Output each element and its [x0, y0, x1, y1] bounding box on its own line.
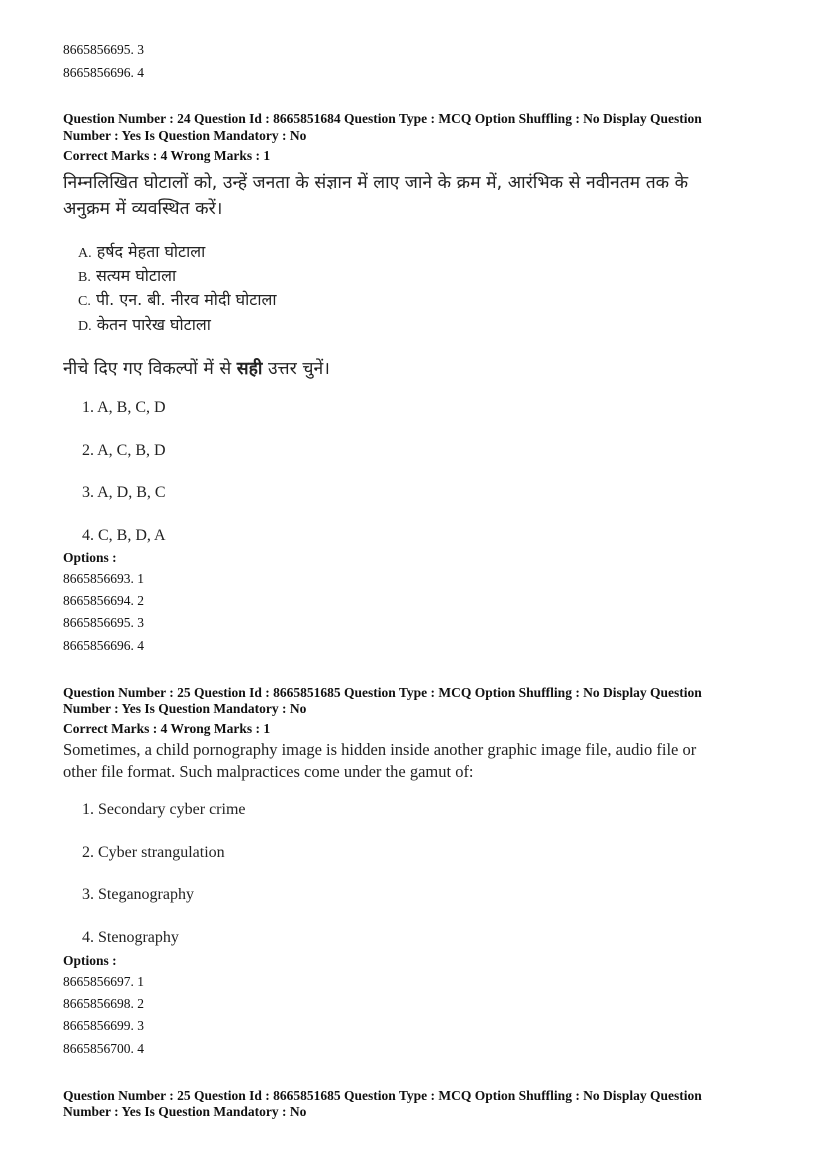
option-id-line: 8665856696. 4: [63, 65, 144, 80]
answer-choice: 1. Secondary cyber crime: [82, 801, 246, 818]
question-meta-line: Number : Yes Is Question Mandatory : No: [63, 1104, 307, 1119]
question-stem-line: अनुक्रम में व्यवस्थित करें।: [63, 199, 223, 219]
question-stem-line: other file format. Such malpractices come under the gamut of:: [63, 762, 474, 781]
question-marks: Correct Marks : 4 Wrong Marks : 1: [63, 148, 271, 163]
question-meta-line: Question Number : 25 Question Id : 8665851685 Question Type : MCQ Option Shuffling : No Display Question: [63, 1088, 702, 1103]
answer-choice: 3. Steganography: [82, 886, 194, 903]
question-stem-line: Sometimes, a child pornography image is hidden inside another graphic image file, audio file or: [63, 740, 697, 759]
list-item: [78, 288, 276, 310]
answer-choice: 3. A, D, B, C: [82, 484, 166, 501]
instruction-text: उत्तर चुनें।: [262, 359, 330, 379]
answer-choice: 4. Stenography: [82, 929, 179, 946]
option-id-line: 8665856695. 3: [63, 615, 144, 630]
answer-choice: 2. A, C, B, D: [82, 442, 166, 459]
question-instruction: [63, 356, 330, 380]
options-label: Options :: [63, 953, 117, 968]
item-letter: A.: [78, 246, 92, 261]
option-id-line: 8665856699. 3: [63, 1018, 144, 1033]
item-letter: D.: [78, 319, 92, 334]
question-stem-line: निम्नलिखित घोटालों को, उन्हें जनता के संज्ञान में लाए जाने के क्रम में, आरंभिक से नवीनतम तक के: [63, 173, 689, 193]
option-id-line: 8665856695. 3: [63, 42, 144, 57]
question-meta-line: Question Number : 24 Question Id : 8665851684 Question Type : MCQ Option Shuffling : No Display Question: [63, 111, 702, 126]
option-id-line: 8665856698. 2: [63, 996, 144, 1011]
list-item: [78, 240, 205, 262]
option-id-line: 8665856694. 2: [63, 593, 144, 608]
answer-choice: 4. C, B, D, A: [82, 527, 166, 544]
answer-choice: 2. Cyber strangulation: [82, 844, 225, 861]
option-id-line: 8665856693. 1: [63, 571, 144, 586]
instruction-emphasis: सही: [236, 359, 263, 379]
option-id-line: 8665856696. 4: [63, 638, 144, 653]
item-text: पी. एन. बी. नीरव मोदी घोटाला: [95, 290, 277, 309]
list-item: [78, 264, 176, 286]
options-label: Options :: [63, 550, 117, 565]
question-meta-line: Number : Yes Is Question Mandatory : No: [63, 128, 307, 143]
option-id-line: 8665856700. 4: [63, 1041, 144, 1056]
item-text: केतन पारेख घोटाला: [96, 315, 211, 334]
item-letter: B.: [78, 270, 91, 285]
question-meta-line: Question Number : 25 Question Id : 8665851685 Question Type : MCQ Option Shuffling : No Display Question: [63, 685, 702, 700]
instruction-text: नीचे दिए गए विकल्पों में से: [63, 359, 237, 379]
item-text: हर्षद मेहता घोटाला: [96, 242, 206, 261]
question-meta-line: Number : Yes Is Question Mandatory : No: [63, 701, 307, 716]
answer-choice: 1. A, B, C, D: [82, 399, 166, 416]
item-text: सत्यम घोटाला: [95, 266, 177, 285]
item-letter: C.: [78, 294, 91, 309]
list-item: [78, 313, 211, 335]
option-id-line: 8665856697. 1: [63, 974, 144, 989]
question-marks: Correct Marks : 4 Wrong Marks : 1: [63, 721, 271, 736]
